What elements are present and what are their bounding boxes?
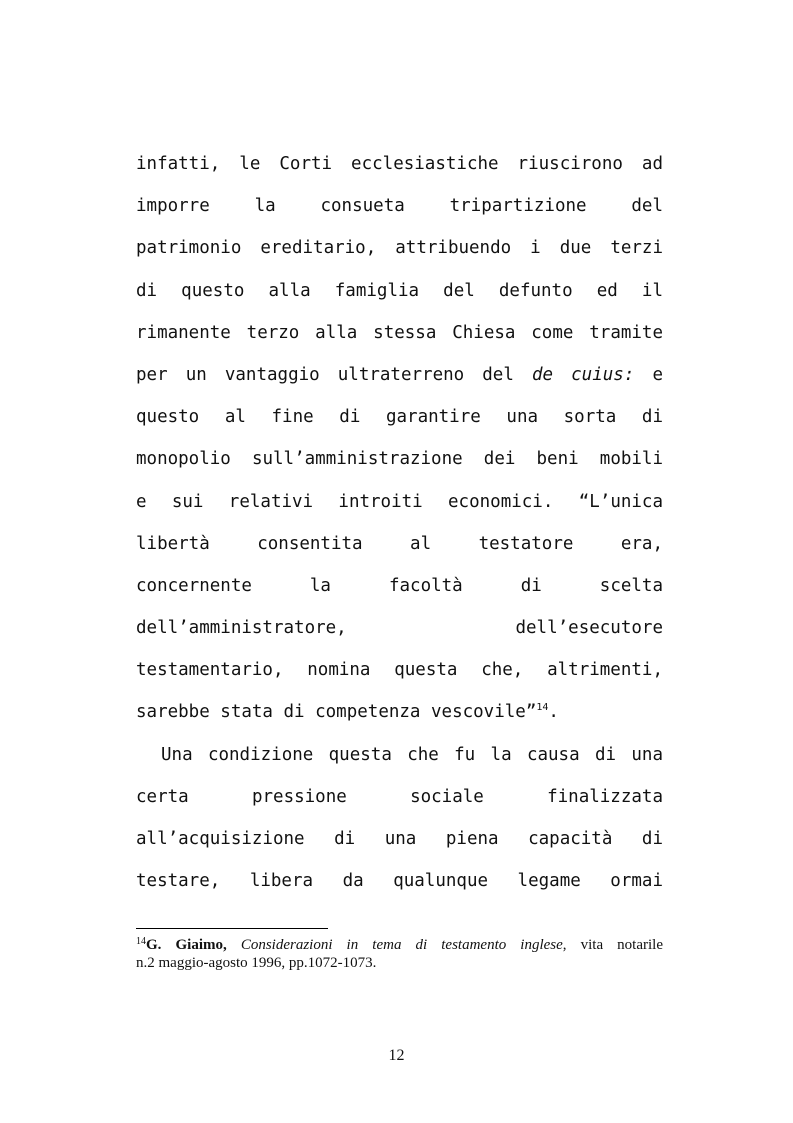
footnote-number: 14 (136, 936, 146, 947)
text-segment: per un vantaggio ultraterreno del (136, 364, 514, 385)
page-number: 12 (388, 1047, 405, 1064)
italic-term: de cuius: (531, 364, 635, 385)
body-line: di questo alla famiglia del defunto ed il (136, 280, 663, 301)
body-line: e sui relativi introiti economici. “L’unica (136, 491, 663, 512)
footnote (136, 936, 663, 972)
body-line-with-italic (136, 354, 663, 396)
body-line: all’acquisizione di una piena capacità di (136, 829, 663, 849)
text-segment: . (548, 702, 559, 723)
body-line: libertà consentita al testatore era, (136, 533, 663, 554)
body-line: dell’amministratore, dell’esecutore (136, 618, 663, 639)
footnote-separator (136, 928, 328, 929)
body-line-paragraph-start: Una condizione questa che fu la causa di una (161, 744, 663, 765)
footnote-text: , vita notarile (562, 937, 663, 953)
body-line: rimanente terzo alla stessa Chiesa come tramite (136, 322, 663, 343)
footnote-line: n.2 maggio-agosto 1996, pp.1072-1073. (136, 955, 377, 971)
footnote-line (136, 936, 663, 954)
footnote-reference[interactable]: 14 (536, 702, 549, 714)
body-line: infatti, le Corti ecclesiastiche riuscirono ad (136, 154, 663, 174)
body-line-paragraph-end (136, 691, 663, 733)
body-line: imporre la consueta tripartizione del (136, 196, 663, 217)
body-line: concernente la facoltà di scelta (136, 575, 663, 596)
footnote-author: G. Giaimo, (146, 937, 227, 953)
body-line: questo al fine di garantire una sorta di (136, 407, 663, 428)
footnote-title: Considerazioni in tema di testamento inglese (240, 937, 563, 953)
text-segment: e (652, 364, 663, 385)
body-line: certa pressione sociale finalizzata (136, 786, 663, 807)
body-text (136, 143, 663, 902)
body-line: patrimonio ereditario, attribuendo i due terzi (136, 238, 663, 259)
body-line: testamentario, nomina questa che, altrimenti, (136, 660, 663, 681)
text-segment: sarebbe stata di competenza vescovile” (136, 702, 537, 723)
body-line: monopolio sull’amministrazione dei beni mobili (136, 449, 663, 470)
body-line: testare, libera da qualunque legame ormai (136, 871, 663, 892)
